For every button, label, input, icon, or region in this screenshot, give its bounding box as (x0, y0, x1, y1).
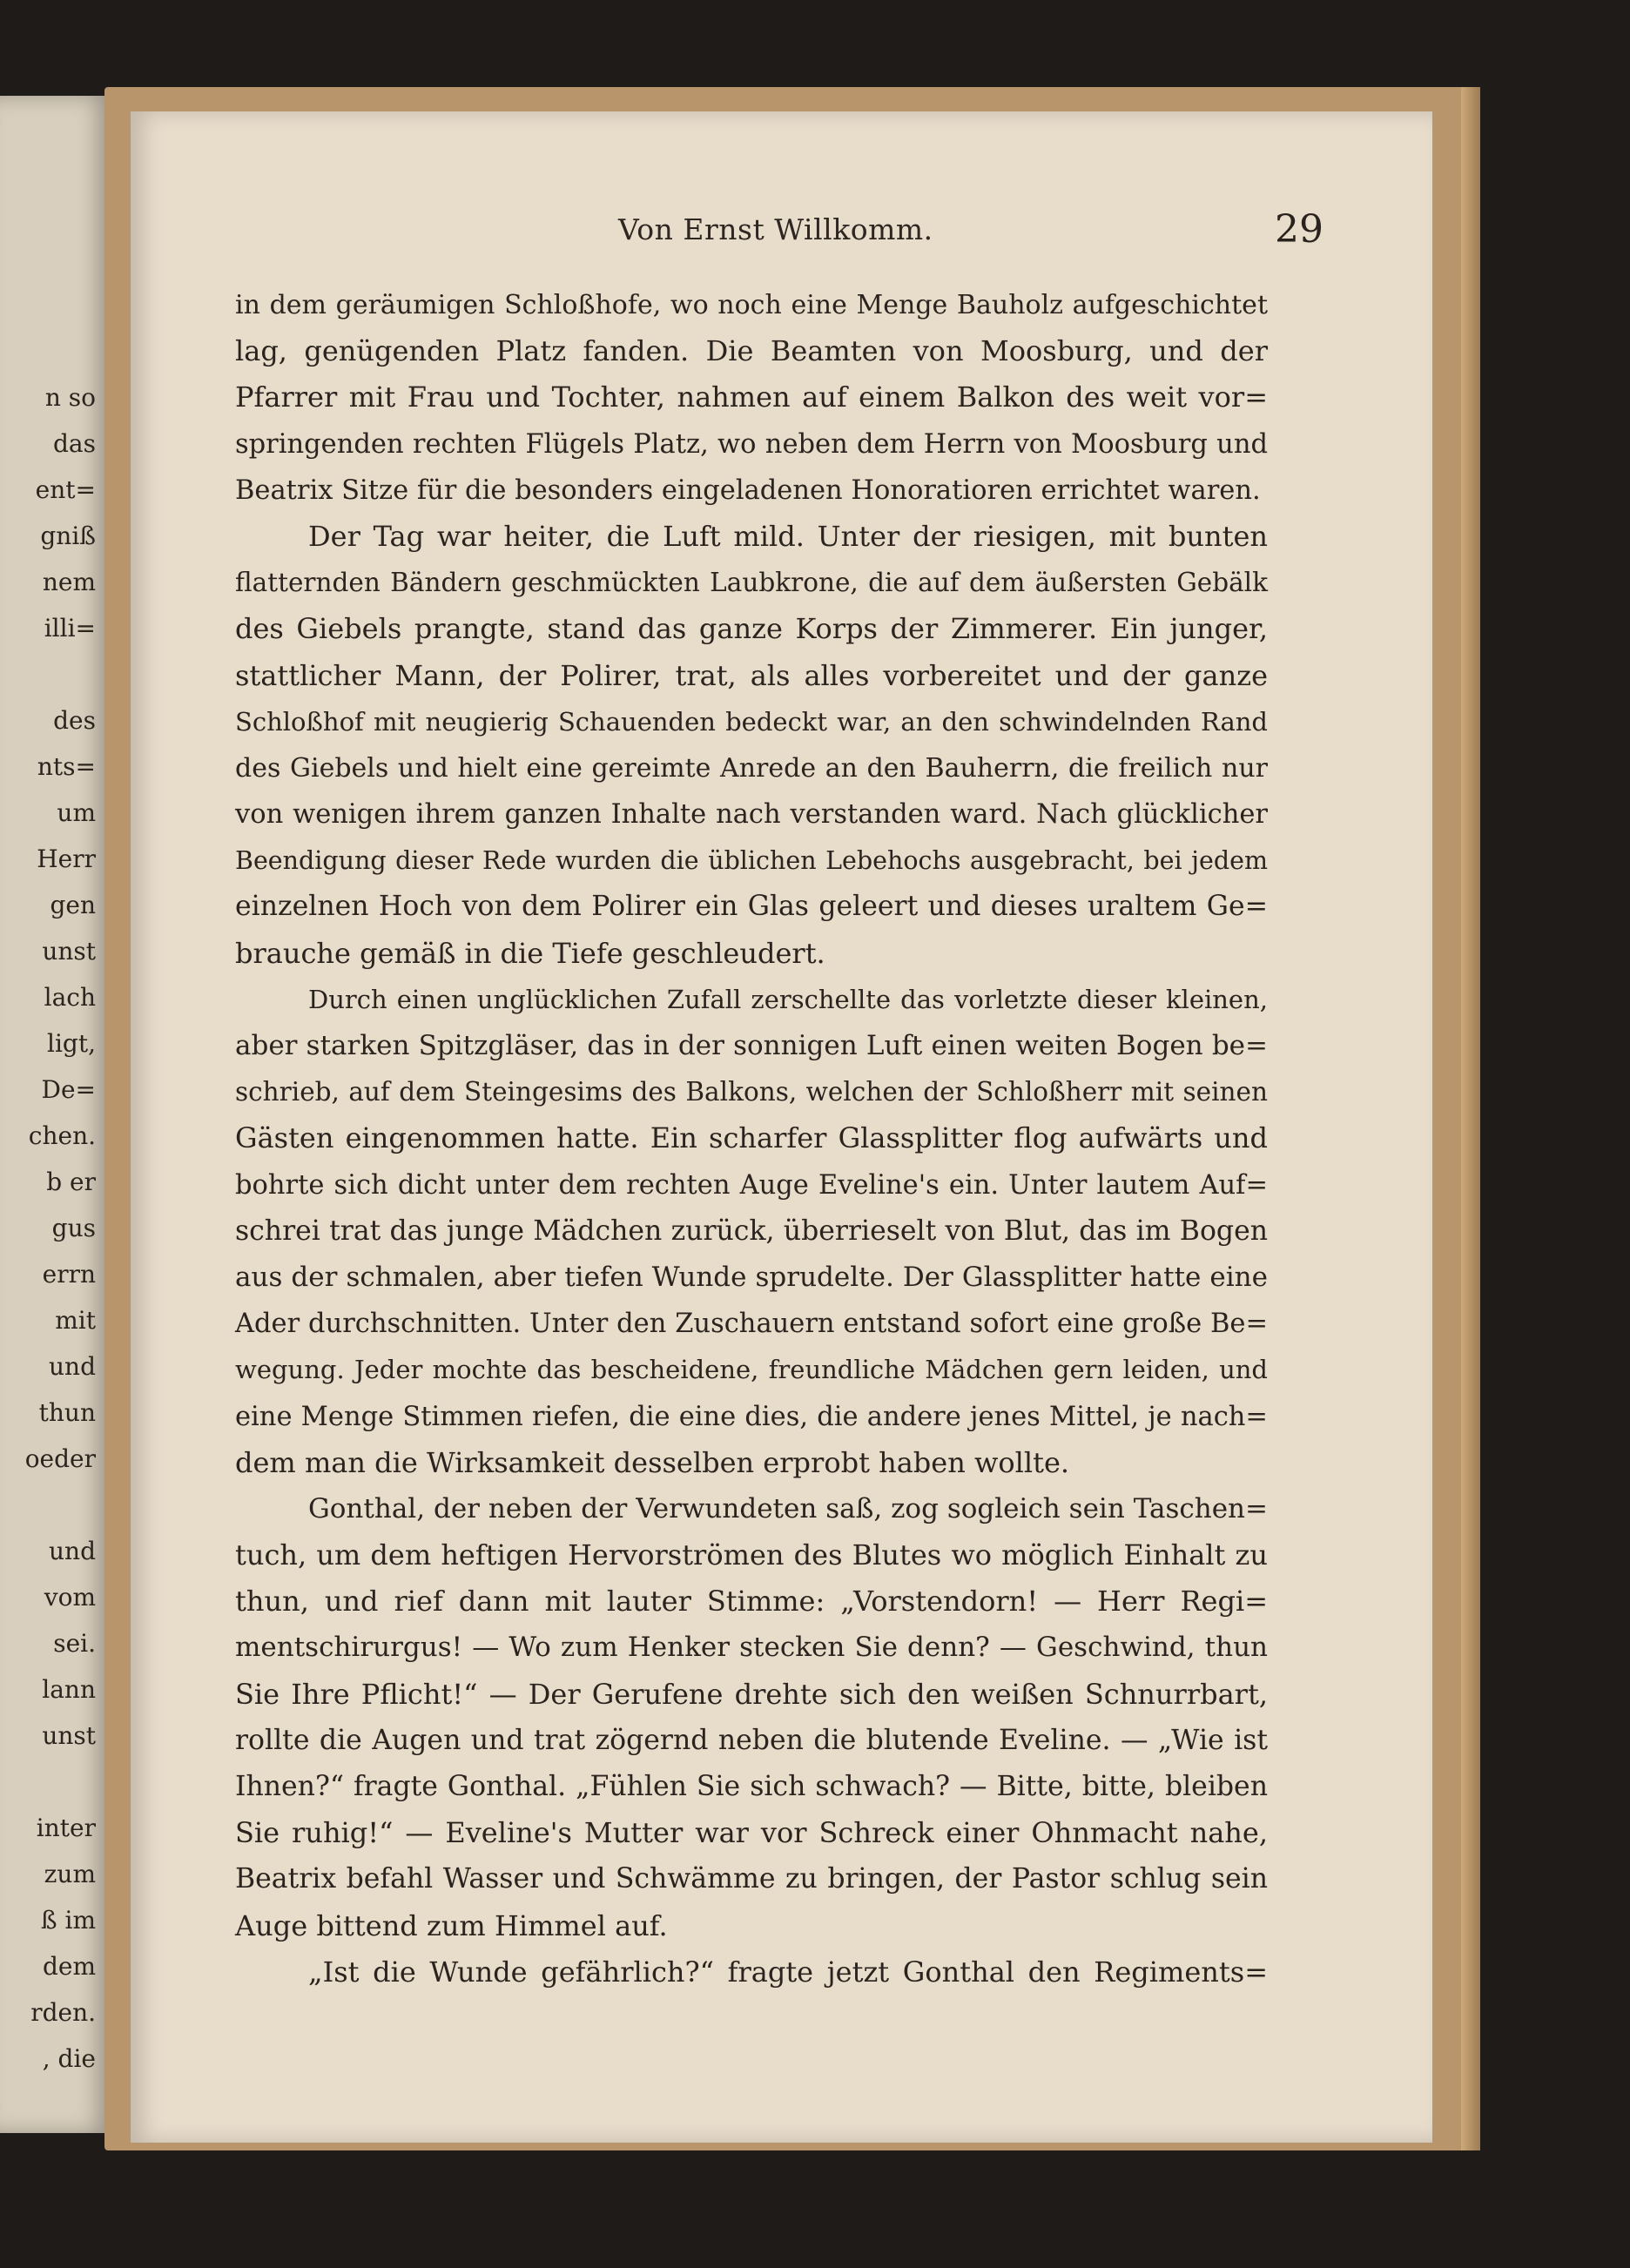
facing-page-fragment: das (53, 429, 96, 458)
facing-page-fragment: Herr (37, 845, 96, 873)
facing-page-fragment: nem (42, 568, 96, 596)
facing-page-fragment: thun (38, 1398, 96, 1427)
text-line: schrieb, auf dem Steingesims des Balkons, welchen der Schloßherr mit seinen (235, 1077, 1268, 1107)
paragraph-start-line: Durch einen unglücklichen Zufall zerschellte das vorletzte dieser kleinen, (308, 984, 1268, 1014)
text-line: Schloßhof mit neugierig Schauenden bedeckt war, an den schwindelnden Rand (235, 706, 1268, 737)
text-line: dem man die Wirksamkeit desselben erprobt haben wollte. (235, 1445, 1070, 1479)
facing-page-fragment: mit (55, 1306, 96, 1335)
facing-page-fragment: inter (36, 1814, 96, 1842)
body-text (235, 282, 1268, 1995)
running-title: Von Ernst Willkomm. (618, 212, 933, 246)
text-line: Auge bittend zum Himmel auf. (235, 1908, 668, 1942)
facing-page-fragment: vom (44, 1583, 96, 1612)
facing-page-fragment: des (53, 706, 96, 735)
text-line: Gästen eingenommen hatte. Ein scharfer Glassplitter flog aufwärts und (235, 1121, 1268, 1155)
facing-page-fragment: um (57, 798, 96, 827)
paragraph-start-line: Der Tag war heiter, die Luft mild. Unter der riesigen, mit bunten (308, 519, 1268, 553)
text-line: flatternden Bändern geschmückten Laubkrone, die auf dem äußersten Gebälk (235, 568, 1268, 598)
facing-page-fragment: sei. (53, 1629, 96, 1658)
facing-page-fragment: ent= (35, 475, 96, 504)
facing-page-fragment: und (49, 1352, 96, 1381)
paragraph-start-line: Gonthal, der neben der Verwundeten saß, zog sogleich sein Taschen= (308, 1492, 1268, 1524)
facing-page-fragment (0, 1482, 104, 1528)
facing-page-fragment: rden. (30, 1998, 96, 2027)
facing-page-fragment: De= (41, 1075, 96, 1104)
text-line: rollte die Augen und trat zögernd neben die blutende Eveline. — „Wie ist (235, 1724, 1268, 1756)
facing-page-fragment: lann (42, 1675, 96, 1704)
text-line: wegung. Jeder mochte das bescheidene, freundliche Mädchen gern leiden, und (235, 1355, 1268, 1385)
page-number: 29 (1275, 207, 1324, 252)
book-page (131, 111, 1432, 2143)
text-line: mentschirurgus! — Wo zum Henker stecken Sie denn? — Geschwind, thun (235, 1632, 1268, 1664)
facing-page-fragment: unst (42, 1721, 96, 1750)
text-line: Beendigung dieser Rede wurden die üblichen Lebehochs ausgebracht, bei jedem (235, 846, 1268, 876)
text-line: Beatrix befahl Wasser und Schwämme zu bringen, der Pastor schlug sein (235, 1863, 1268, 1895)
running-head (618, 207, 1324, 256)
text-line: Sie ruhig!“ — Eveline's Mutter war vor Schreck einer Ohnmacht nahe, (235, 1816, 1268, 1850)
facing-page-fragment: gniß (40, 522, 96, 550)
text-line: von wenigen ihrem ganzen Inhalte nach verstanden ward. Nach glücklicher (235, 799, 1268, 831)
facing-page-fragment: n so (44, 383, 96, 412)
facing-page-fragment (0, 651, 104, 697)
text-line: springenden rechten Flügels Platz, wo neben dem Herrn von Moosburg und (235, 428, 1268, 460)
text-line: Ader durchschnitten. Unter den Zuschauern entstand sofort eine große Be= (235, 1309, 1268, 1340)
text-line: des Giebels prangte, stand das ganze Korps der Zimmerer. Ein junger, (235, 612, 1268, 646)
facing-page-fragment: dem (42, 1952, 96, 1981)
text-line: brauche gemäß in die Tiefe geschleudert. (235, 936, 825, 970)
facing-page-fragment: und (49, 1537, 96, 1565)
facing-page-fragment: nts= (37, 752, 96, 781)
text-line: tuch, um dem heftigen Hervorströmen des Blutes wo möglich Einhalt zu (235, 1538, 1268, 1572)
facing-page-fragment: errn (42, 1260, 96, 1289)
facing-page-fragment: ligt, (47, 1029, 96, 1058)
facing-page-fragment: , die (42, 2044, 96, 2073)
facing-page-fragment: gus (51, 1214, 96, 1242)
facing-page-fragment: oeder (24, 1444, 96, 1473)
facing-page-fragment: b er (46, 1168, 96, 1196)
text-line: bohrte sich dicht unter dem rechten Auge Eveline's ein. Unter lautem Auf= (235, 1169, 1268, 1201)
facing-page-fragment: ß im (40, 1906, 96, 1935)
text-line: des Giebels und hielt eine gereimte Anrede an den Bauherrn, die freilich nur (235, 752, 1268, 784)
text-line: schrei trat das junge Mädchen zurück, überrieselt von Blut, das im Bogen (235, 1215, 1268, 1247)
facing-page-fragment: unst (42, 937, 96, 966)
text-line: eine Menge Stimmen riefen, die eine dies, die andere jenes Mittel, je nach= (235, 1401, 1268, 1432)
facing-page-fragment (0, 1759, 104, 1805)
facing-page-fragment: illi= (44, 614, 96, 643)
facing-page-text (0, 374, 104, 2082)
facing-page (0, 96, 118, 2133)
text-line: stattlicher Mann, der Polirer, trat, als alles vorbereitet und der ganze (235, 658, 1268, 692)
text-line: thun, und rief dann mit lauter Stimme: „Vorstendorn! — Herr Regi= (235, 1585, 1268, 1619)
text-line: Pfarrer mit Frau und Tochter, nahmen auf einem Balkon des weit vor= (235, 380, 1268, 414)
text-line: aus der schmalen, aber tiefen Wunde sprudelte. Der Glassplitter hatte eine (235, 1261, 1268, 1293)
paragraph-start-line: „Ist die Wunde gefährlich?“ fragte jetzt Gonthal den Regiments= (308, 1955, 1268, 1989)
text-line: Ihnen?“ fragte Gonthal. „Fühlen Sie sich schwach? — Bitte, bitte, bleiben (235, 1771, 1268, 1802)
text-line: in dem geräumigen Schloßhofe, wo noch eine Menge Bauholz aufgeschichtet (235, 290, 1268, 320)
facing-page-fragment: lach (44, 983, 96, 1012)
facing-page-fragment: chen. (28, 1121, 96, 1150)
facing-page-fragment: gen (50, 891, 96, 919)
text-line: lag, genügenden Platz fanden. Die Beamten von Moosburg, und der (235, 334, 1268, 368)
text-line: einzelnen Hoch von dem Polirer ein Glas geleert und dieses uraltem Ge= (235, 891, 1268, 923)
text-line: Sie Ihre Pflicht!“ — Der Gerufene drehte sich den weißen Schnurrbart, (235, 1677, 1268, 1711)
text-line: aber starken Spitzgläser, das in der sonnigen Luft einen weiten Bogen be= (235, 1030, 1268, 1061)
facing-page-fragment: zum (44, 1860, 96, 1888)
text-line: Beatrix Sitze für die besonders eingeladenen Honoratioren errichtet waren. (235, 474, 1261, 506)
